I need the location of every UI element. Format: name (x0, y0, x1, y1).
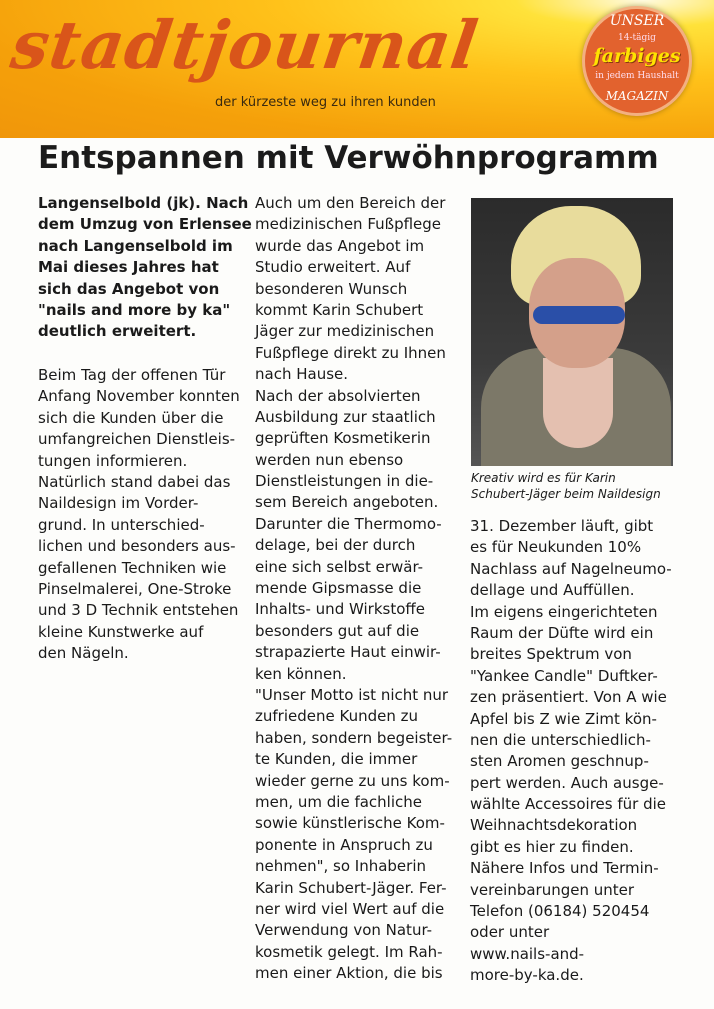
photo-caption (471, 470, 661, 502)
text-line: breites Spektrum von (470, 645, 632, 664)
text-line: men einer Aktion, die bis (255, 964, 443, 983)
text-line: Kreativ wird es für Karin (471, 471, 616, 485)
text-line: Beim Tag der offenen Tür (38, 366, 226, 384)
text-line: Weihnachtsdekoration (470, 816, 638, 835)
text-line: sten Aromen geschnup- (470, 752, 649, 771)
text-line: besonders gut auf die (255, 621, 420, 640)
text-line: eine sich selbst erwär- (255, 557, 424, 576)
tagline: der kürzeste weg zu ihren kunden (215, 95, 436, 110)
text-line: umfangreichen Dienstleis- (38, 430, 236, 449)
magazine-badge (582, 6, 692, 116)
article-column-1 (38, 365, 240, 664)
text-line: Dienstleistungen in die- (255, 472, 434, 491)
text-line: Verwendung von Natur- (255, 921, 433, 940)
text-line: kosmetik gelegt. Im Rah- (255, 942, 443, 961)
text-line: delage, bei der durch (255, 536, 416, 555)
text-line: Karin Schubert-Jäger. Fer- (255, 878, 447, 897)
text-line: Inhalts- und Wirkstoffe (255, 600, 425, 619)
photo-sunglasses (533, 306, 625, 324)
text-line: Telefon (06184) 520454 (470, 902, 650, 921)
text-line: www.nails-and- (470, 944, 585, 963)
text-line: Nachlass auf Nagelneumo- (470, 559, 672, 578)
text-line: geprüften Kosmetikerin (255, 429, 431, 448)
text-line: Studio erweitert. Auf (255, 258, 411, 277)
article-column-2 (255, 193, 452, 984)
text-line: Raum der Düfte wird ein (470, 623, 654, 642)
text-line: kommt Karin Schubert (255, 300, 424, 319)
text-line: oder unter (470, 923, 550, 942)
text-line: Mai dieses Jahres hat (38, 258, 219, 277)
text-line: ken können. (255, 664, 347, 683)
text-line: wieder gerne zu uns kom- (255, 771, 450, 790)
badge-top: UNSER (609, 13, 665, 29)
article-column-3 (470, 516, 672, 987)
text-line: men, um die fachliche (255, 792, 422, 811)
text-line: sich das Angebot von (38, 279, 220, 298)
text-line: Jäger zur medizinischen (255, 322, 435, 341)
text-line: mende Gipsmasse die (255, 579, 422, 598)
text-line: Fußpflege direkt zu Ihnen (255, 343, 446, 362)
text-line: werden nun ebenso (255, 450, 404, 469)
text-line: Apfel bis Z wie Zimt kön- (470, 709, 657, 728)
text-line: wurde das Angebot im (255, 236, 425, 255)
article-title: Entspannen mit Verwöhnprogramm (38, 140, 659, 176)
text-line: nach Langenselbold im (38, 236, 233, 255)
text-line: te Kunden, die immer (255, 750, 418, 769)
text-line: lichen und besonders aus- (38, 537, 236, 556)
text-line: "nails and more by ka" (38, 300, 231, 319)
text-line: Ausbildung zur staatlich (255, 407, 436, 426)
text-line: Im eigens eingerichteten (470, 602, 658, 621)
text-line: den Nägeln. (38, 644, 129, 663)
text-line: wählte Accessoires für die (470, 795, 666, 814)
masthead (0, 0, 714, 138)
text-line: Pinselmalerei, One-Stroke (38, 579, 232, 598)
text-line: Natürlich stand dabei das (38, 472, 231, 491)
badge-main: farbiges (593, 45, 681, 67)
text-line: besonderen Wunsch (255, 279, 408, 298)
portrait-photo (471, 198, 673, 466)
text-line: Nähere Infos und Termin- (470, 859, 659, 878)
text-line: deutlich erweitert. (38, 322, 197, 341)
stadtjournal-logo: stadtjournal (6, 6, 484, 84)
text-line: zen präsentiert. Von A wie (470, 688, 667, 707)
text-line: gibt es hier zu finden. (470, 837, 634, 856)
text-line: dem Umzug von Erlensee (38, 215, 252, 234)
text-line: sem Bereich angeboten. (255, 493, 439, 512)
text-line: Nach der absolvierten (255, 386, 421, 405)
text-line: Auch um den Bereich der (255, 194, 446, 212)
text-line: und 3 D Technik entstehen (38, 601, 239, 620)
text-line: medizinischen Fußpflege (255, 215, 442, 234)
text-line: "Yankee Candle" Duftker- (470, 666, 658, 685)
badge-frequency: 14-tägig (618, 33, 656, 43)
text-line: haben, sondern begeister- (255, 728, 453, 747)
text-line: sich die Kunden über die (38, 408, 224, 427)
article-lead (38, 193, 252, 343)
text-line: Schubert-Jäger beim Naildesign (471, 487, 661, 501)
text-line: ner wird viel Wert auf die (255, 899, 445, 918)
text-line: Anfang November konnten (38, 387, 240, 406)
text-line: Darunter die Thermomo- (255, 514, 442, 533)
text-line: tungen informieren. (38, 451, 188, 470)
badge-distribution: in jedem Haushalt (595, 71, 679, 81)
text-line: more-by-ka.de. (470, 966, 584, 985)
text-line: strapazierte Haut einwir- (255, 643, 441, 662)
text-line: pert werden. Auch ausge- (470, 773, 664, 792)
text-line: 31. Dezember läuft, gibt (470, 517, 654, 535)
text-line: nach Hause. (255, 365, 349, 384)
photo-neck (543, 358, 613, 448)
text-line: Naildesign im Vorder- (38, 494, 199, 513)
text-line: zufriedene Kunden zu (255, 707, 418, 726)
text-line: dellage und Auffüllen. (470, 581, 635, 600)
badge-bottom: MAGAZIN (605, 89, 669, 103)
text-line: vereinbarungen unter (470, 880, 635, 899)
text-line: sowie künstlerische Kom- (255, 814, 445, 833)
text-line: kleine Kunstwerke auf (38, 622, 204, 641)
text-line: Langenselbold (jk). Nach (38, 194, 249, 212)
text-line: "Unser Motto ist nicht nur (255, 685, 449, 704)
text-line: nen die unterschiedlich- (470, 730, 651, 749)
text-line: grund. In unterschied- (38, 515, 205, 534)
text-line: ponente in Anspruch zu (255, 835, 433, 854)
text-line: es für Neukunden 10% (470, 538, 642, 557)
text-line: gefallenen Techniken wie (38, 558, 227, 577)
text-line: nehmen", so Inhaberin (255, 857, 427, 876)
